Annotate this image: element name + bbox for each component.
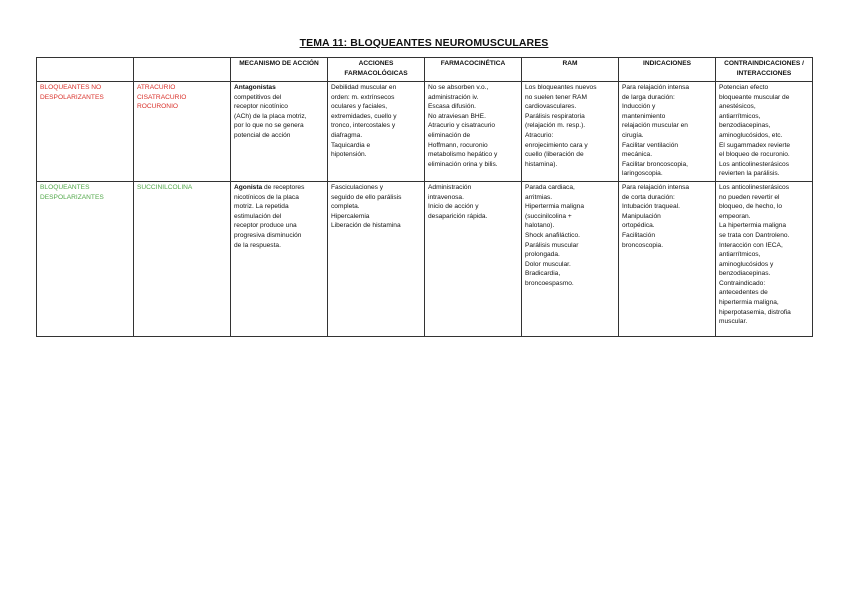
table-row [37,181,813,336]
mechanism-cell: Agonista de receptores nicotínicos de la placa motriz. La repetida estimulación del receptor produce una progresiva disminución de la respuesta. [231,181,328,336]
group-cell: BLOQUEANTES DESPOLARIZANTES [37,181,134,336]
header-contraindications: CONTRAINDICACIONES / INTERACCIONES [716,58,813,82]
indications-cell: Para relajación intensa de corta duración: Intubación traqueal. Manipulación ortopédica. Facilitación broncoscopia. [619,181,716,336]
ram-cell: Parada cardiaca, arritmias. Hipertermia maligna (succinilcolina + halotano). Shock anafiláctico. Parálisis muscular prolongada. Dolor muscular. Bradicardia, broncoespasmo. [522,181,619,336]
drug-table [36,57,813,337]
table-row [37,82,813,182]
header-group [37,58,134,82]
pharmacokinetics-cell: Administración intravenosa. Inicio de acción y desaparición rápida. [425,181,522,336]
header-ram: RAM [522,58,619,82]
header-pharmacokinetics: FARMACOCINÉTICA [425,58,522,82]
actions-cell: Debilidad muscular en orden: m. extrínsecos oculares y faciales, extremidades, cuello y tronco, intercostales y diafragma. Taquicardia e hipotensión. [328,82,425,182]
contraindications-cell: Potencian efecto bloqueante muscular de anestésicos, antiarrítmicos, benzodiacepinas, aminoglucósidos, etc. El sugammadex revierte el bloqueo de rocuronio. Los anticolinesterásicos revierten la parálisis. [716,82,813,182]
page-title: TEMA 11: BLOQUEANTES NEUROMUSCULARES [299,37,549,49]
drugs-cell: SUCCINILCOLINA [134,181,231,336]
header-drugs [134,58,231,82]
contraindications-cell: Los anticolinesterásicos no pueden revertir el bloqueo, de hecho, lo empeoran. La hipertermia maligna se trata con Dantroleno. Interacción con IECA, antiarrítmicos, aminoglucósidos y benzodiacepinas. Contraindicado: antecedentes de hipertermia maligna, hiperpotasemia, distrofia muscular. [716,181,813,336]
header-actions: ACCIONES FARMACOLÓGICAS [328,58,425,82]
drugs-cell: ATRACURIO CISATRACURIO ROCURONIO [134,82,231,182]
group-cell: BLOQUEANTES NO DESPOLARIZANTES [37,82,134,182]
pharmacokinetics-cell: No se absorben v.o., administración iv. Escasa difusión. No atraviesan BHE. Atracurio y cisatracurio eliminación de Hoffmann, rocuronio metabolismo hepático y eliminación orina y bilis. [425,82,522,182]
header-mechanism: MECANISMO DE ACCIÓN [231,58,328,82]
indications-cell: Para relajación intensa de larga duración: Inducción y mantenimiento relajación muscular en cirugía. Facilitar ventilación mecánica. Facilitar broncoscopia, laringoscopia. [619,82,716,182]
actions-cell: Fasciculaciones y seguido de ello parálisis completa. Hipercalemia Liberación de histamina [328,181,425,336]
mechanism-cell: Antagonistas competitivos del receptor nicotínico (ACh) de la placa motriz, por lo que no se genera potencial de acción [231,82,328,182]
header-indications: INDICACIONES [619,58,716,82]
header-row [37,58,813,82]
ram-cell: Los bloqueantes nuevos no suelen tener RAM cardiovasculares. Parálisis respiratoria (relajación m. resp.). Atracurio: enrojecimiento cara y cuello (liberación de histamina). [522,82,619,182]
